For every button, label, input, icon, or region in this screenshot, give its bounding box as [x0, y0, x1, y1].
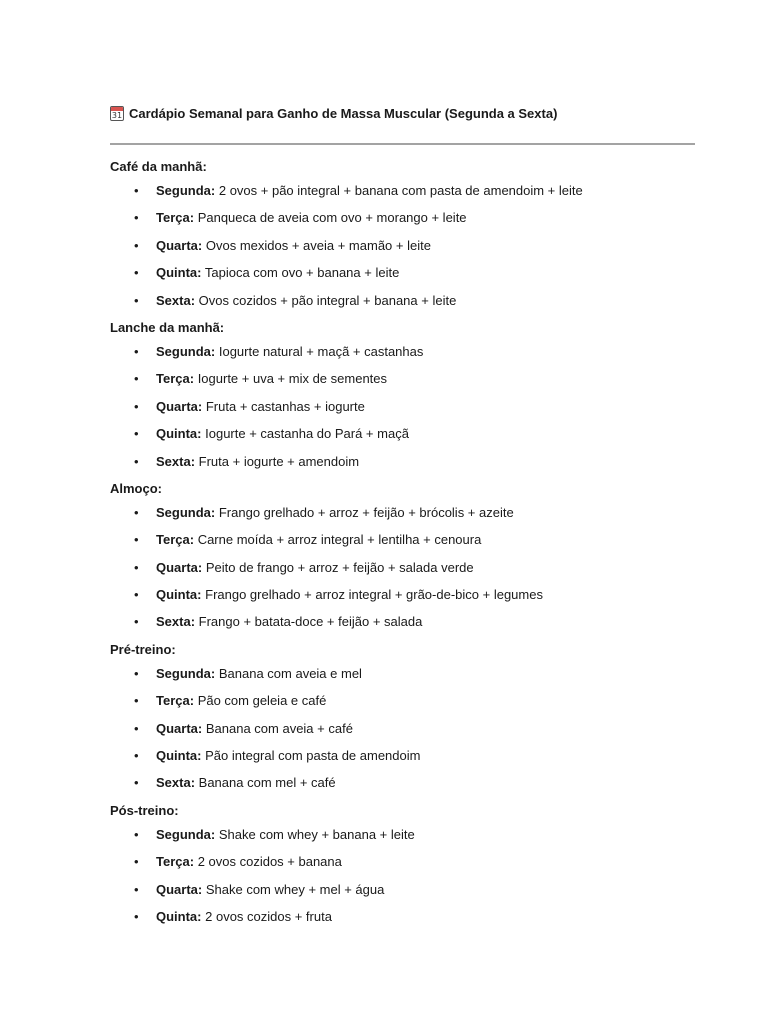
meal-list	[110, 177, 695, 314]
list-item	[110, 903, 695, 930]
meal-description: Iogurte + castanha do Pará + maçã	[205, 426, 409, 442]
bullet-icon: •	[134, 265, 139, 281]
day-label: Sexta:	[156, 292, 196, 308]
bullet-icon: •	[134, 665, 139, 681]
bullet-icon: •	[134, 398, 139, 414]
list-item	[110, 581, 695, 608]
section-heading: Pós-treino:	[110, 802, 179, 818]
list-item	[110, 393, 695, 420]
bullet-icon: •	[134, 826, 139, 842]
day-label: Quarta:	[156, 881, 203, 897]
day-label: Terça:	[156, 371, 195, 387]
bullet-icon: •	[134, 908, 139, 924]
meal-description: 2 ovos cozidos + fruta	[205, 908, 332, 924]
day-label: Segunda:	[156, 343, 216, 359]
bullet-icon: •	[134, 693, 139, 709]
list-item	[110, 876, 695, 903]
bullet-icon: •	[134, 559, 139, 575]
bullet-icon: •	[134, 183, 139, 198]
meal-description: Carne moída + arroz integral + lentilha + cenoura	[197, 532, 482, 548]
horizontal-divider	[110, 143, 695, 145]
day-label: Quinta:	[156, 748, 202, 764]
list-item	[110, 821, 695, 848]
bullet-icon: •	[134, 426, 139, 442]
bullet-icon: •	[134, 453, 139, 469]
meal-description: Frango + batata-doce + feijão + salada	[198, 614, 423, 630]
meal-description: Tapioca com ovo + banana + leite	[204, 265, 400, 281]
meal-description: Frango grelhado + arroz + feijão + brócolis + azeite	[218, 504, 514, 520]
bullet-icon: •	[134, 532, 139, 548]
bullet-icon: •	[134, 720, 139, 736]
meal-list	[110, 660, 695, 797]
list-item	[110, 338, 695, 365]
meal-list	[110, 338, 695, 475]
bullet-icon: •	[134, 237, 139, 253]
meal-description: 2 ovos + pão integral + banana com pasta de amendoim + leite	[218, 183, 583, 198]
list-item	[110, 526, 695, 553]
day-label: Quinta:	[156, 587, 202, 603]
bullet-icon: •	[134, 343, 139, 359]
list-item	[110, 608, 695, 635]
day-label: Quarta:	[156, 720, 203, 736]
title-row	[110, 103, 557, 123]
bullet-icon: •	[134, 587, 139, 603]
list-item	[110, 420, 695, 447]
bullet-icon: •	[134, 504, 139, 520]
day-label: Terça:	[156, 532, 195, 548]
list-item	[110, 177, 695, 204]
bullet-icon: •	[134, 775, 139, 791]
meal-description: Pão com geleia e café	[197, 693, 327, 709]
list-item	[110, 499, 695, 526]
list-item	[110, 554, 695, 581]
meal-description: Pão integral com pasta de amendoim	[205, 748, 421, 764]
meal-description: Fruta + castanhas + iogurte	[205, 398, 365, 414]
list-item	[110, 687, 695, 714]
day-label: Sexta:	[156, 775, 196, 791]
list-item	[110, 448, 695, 475]
meal-description: Fruta + iogurte + amendoim	[198, 453, 360, 469]
calendar-icon	[110, 106, 124, 121]
meal-description: Banana com aveia + café	[205, 720, 353, 736]
day-label: Segunda:	[156, 504, 216, 520]
meal-list	[110, 499, 695, 636]
meal-sections	[110, 157, 695, 934]
day-label: Segunda:	[156, 665, 216, 681]
day-label: Quarta:	[156, 398, 203, 414]
bullet-icon: •	[134, 748, 139, 764]
list-item	[110, 660, 695, 687]
meal-description: Shake com whey + mel + água	[205, 881, 385, 897]
section-heading: Lanche da manhã:	[110, 319, 225, 335]
list-item	[110, 287, 695, 314]
day-label: Terça:	[156, 210, 195, 226]
meal-description: Banana com mel + café	[198, 775, 336, 791]
meal-description: Banana com aveia e mel	[218, 665, 362, 681]
day-label: Sexta:	[156, 453, 196, 469]
day-label: Quarta:	[156, 237, 203, 253]
list-item	[110, 259, 695, 286]
meal-description: Iogurte natural + maçã + castanhas	[218, 343, 424, 359]
list-item	[110, 742, 695, 769]
section-heading: Café da manhã:	[110, 159, 207, 174]
day-label: Segunda:	[156, 183, 216, 198]
list-item	[110, 715, 695, 742]
list-item	[110, 232, 695, 259]
bullet-icon: •	[134, 210, 139, 226]
section-heading: Pré-treino:	[110, 641, 176, 657]
day-label: Terça:	[156, 854, 195, 870]
day-label: Terça:	[156, 693, 195, 709]
list-item	[110, 204, 695, 231]
section-heading: Almoço:	[110, 480, 162, 496]
meal-description: Frango grelhado + arroz integral + grão-de-bico + legumes	[205, 587, 543, 603]
meal-list	[110, 821, 695, 931]
bullet-icon: •	[134, 881, 139, 897]
day-label: Segunda:	[156, 826, 216, 842]
bullet-icon: •	[134, 854, 139, 870]
meal-description: Ovos cozidos + pão integral + banana + leite	[198, 292, 457, 308]
day-label: Sexta:	[156, 614, 196, 630]
meal-description: Ovos mexidos + aveia + mamão + leite	[205, 237, 431, 253]
meal-description: Peito de frango + arroz + feijão + salada verde	[205, 559, 474, 575]
day-label: Quinta:	[156, 426, 202, 442]
bullet-icon: •	[134, 292, 139, 308]
meal-description: Panqueca de aveia com ovo + morango + leite	[197, 210, 467, 226]
list-item	[110, 848, 695, 875]
day-label: Quarta:	[156, 559, 203, 575]
document-title: Cardápio Semanal para Ganho de Massa Muscular (Segunda a Sexta)	[129, 105, 558, 121]
calendar-icon-number: 31	[111, 110, 123, 120]
bullet-icon: •	[134, 614, 139, 630]
day-label: Quinta:	[156, 265, 202, 281]
list-item	[110, 365, 695, 392]
meal-description: 2 ovos cozidos + banana	[197, 854, 342, 870]
meal-description: Iogurte + uva + mix de sementes	[197, 371, 388, 387]
day-label: Quinta:	[156, 908, 202, 924]
meal-description: Shake com whey + banana + leite	[218, 826, 415, 842]
list-item	[110, 769, 695, 796]
bullet-icon: •	[134, 371, 139, 387]
